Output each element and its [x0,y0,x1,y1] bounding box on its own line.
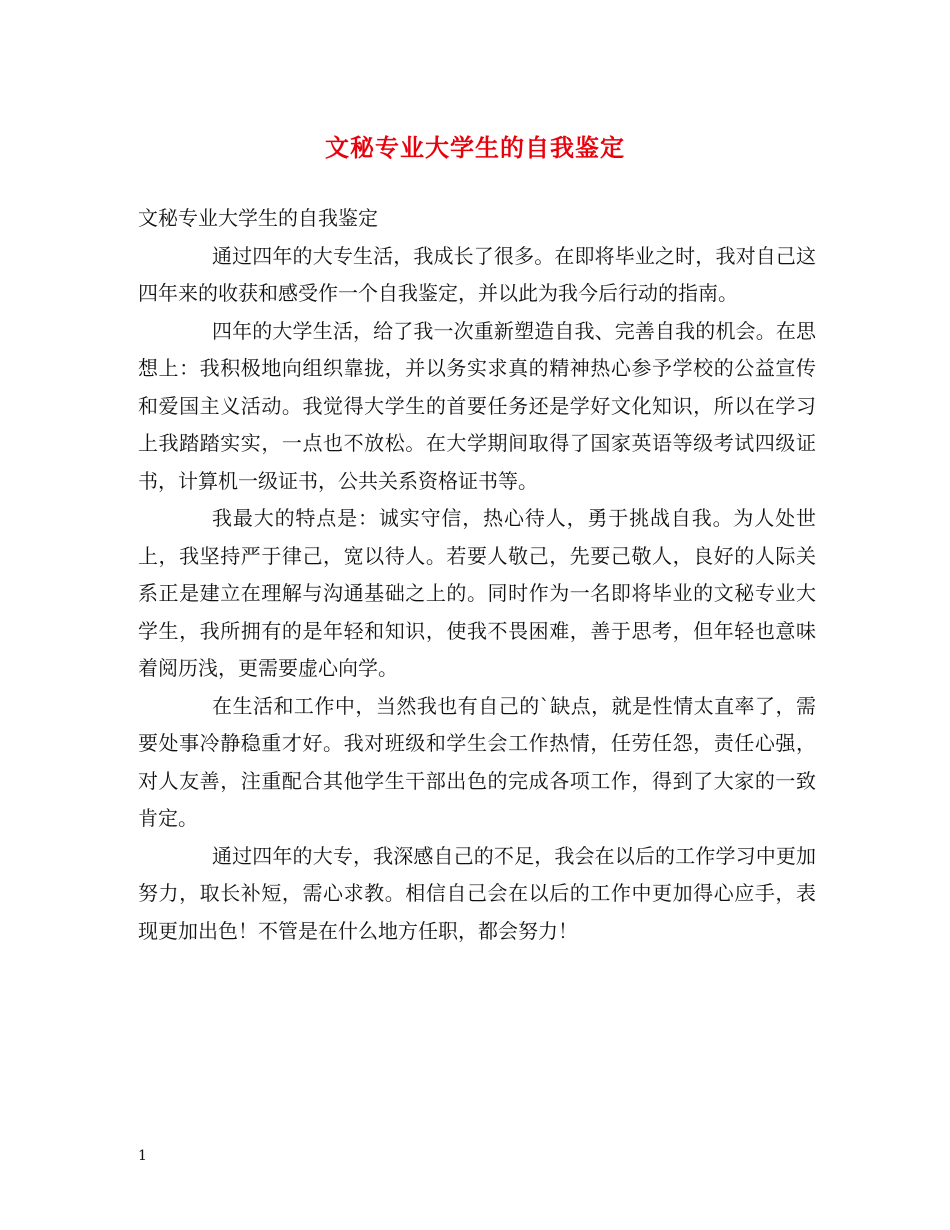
paragraph-5: 通过四年的大专，我深感自己的不足，我会在以后的工作学习中更加努力，取长补短，需心求教。相信自己会在以后的工作中更加得心应手，表现更加出色！不管是在什么地方任职，都会努力！ [138,843,816,943]
paragraph-1: 通过四年的大专生活，我成长了很多。在即将毕业之时，我对自己这四年来的收获和感受作一个自我鉴定，并以此为我今后行动的指南。 [138,243,816,305]
paragraph-3: 我最大的特点是：诚实守信，热心待人，勇于挑战自我。为人处世上，我坚持严于律己，宽以待人。若要人敬己，先要己敬人，良好的人际关系正是建立在理解与沟通基础之上的。同时作为一名即将毕业的文秘专业大学生，我所拥有的是年轻和知识，使我不畏困难，善于思考，但年轻也意味着阅历浅，更需要虚心向学。 [138,506,816,680]
document-title: 文秘专业大学生的自我鉴定 [325,133,625,162]
page-number: 1 [138,1148,147,1164]
document-body [138,200,816,950]
paragraph-4: 在生活和工作中，当然我也有自己的`缺点，就是性情太直率了，需要处事冷静稳重才好。我对班级和学生会工作热情，任劳任怨，责任心强，对人友善，注重配合其他学生干部出色的完成各项工作，得到了大家的一致肯定。 [138,693,816,830]
paragraph-2: 四年的大学生活，给了我一次重新塑造自我、完善自我的机会。在思想上：我积极地向组织靠拢，并以务实求真的精神热心参予学校的公益宣传和爱国主义活动。我觉得大学生的首要任务还是学好文化知识，所以在学习上我踏踏实实，一点也不放松。在大学期间取得了国家英语等级考试四级证书，计算机一级证书，公共关系资格证书等。 [138,318,816,493]
document-subtitle: 文秘专业大学生的自我鉴定 [138,206,378,230]
